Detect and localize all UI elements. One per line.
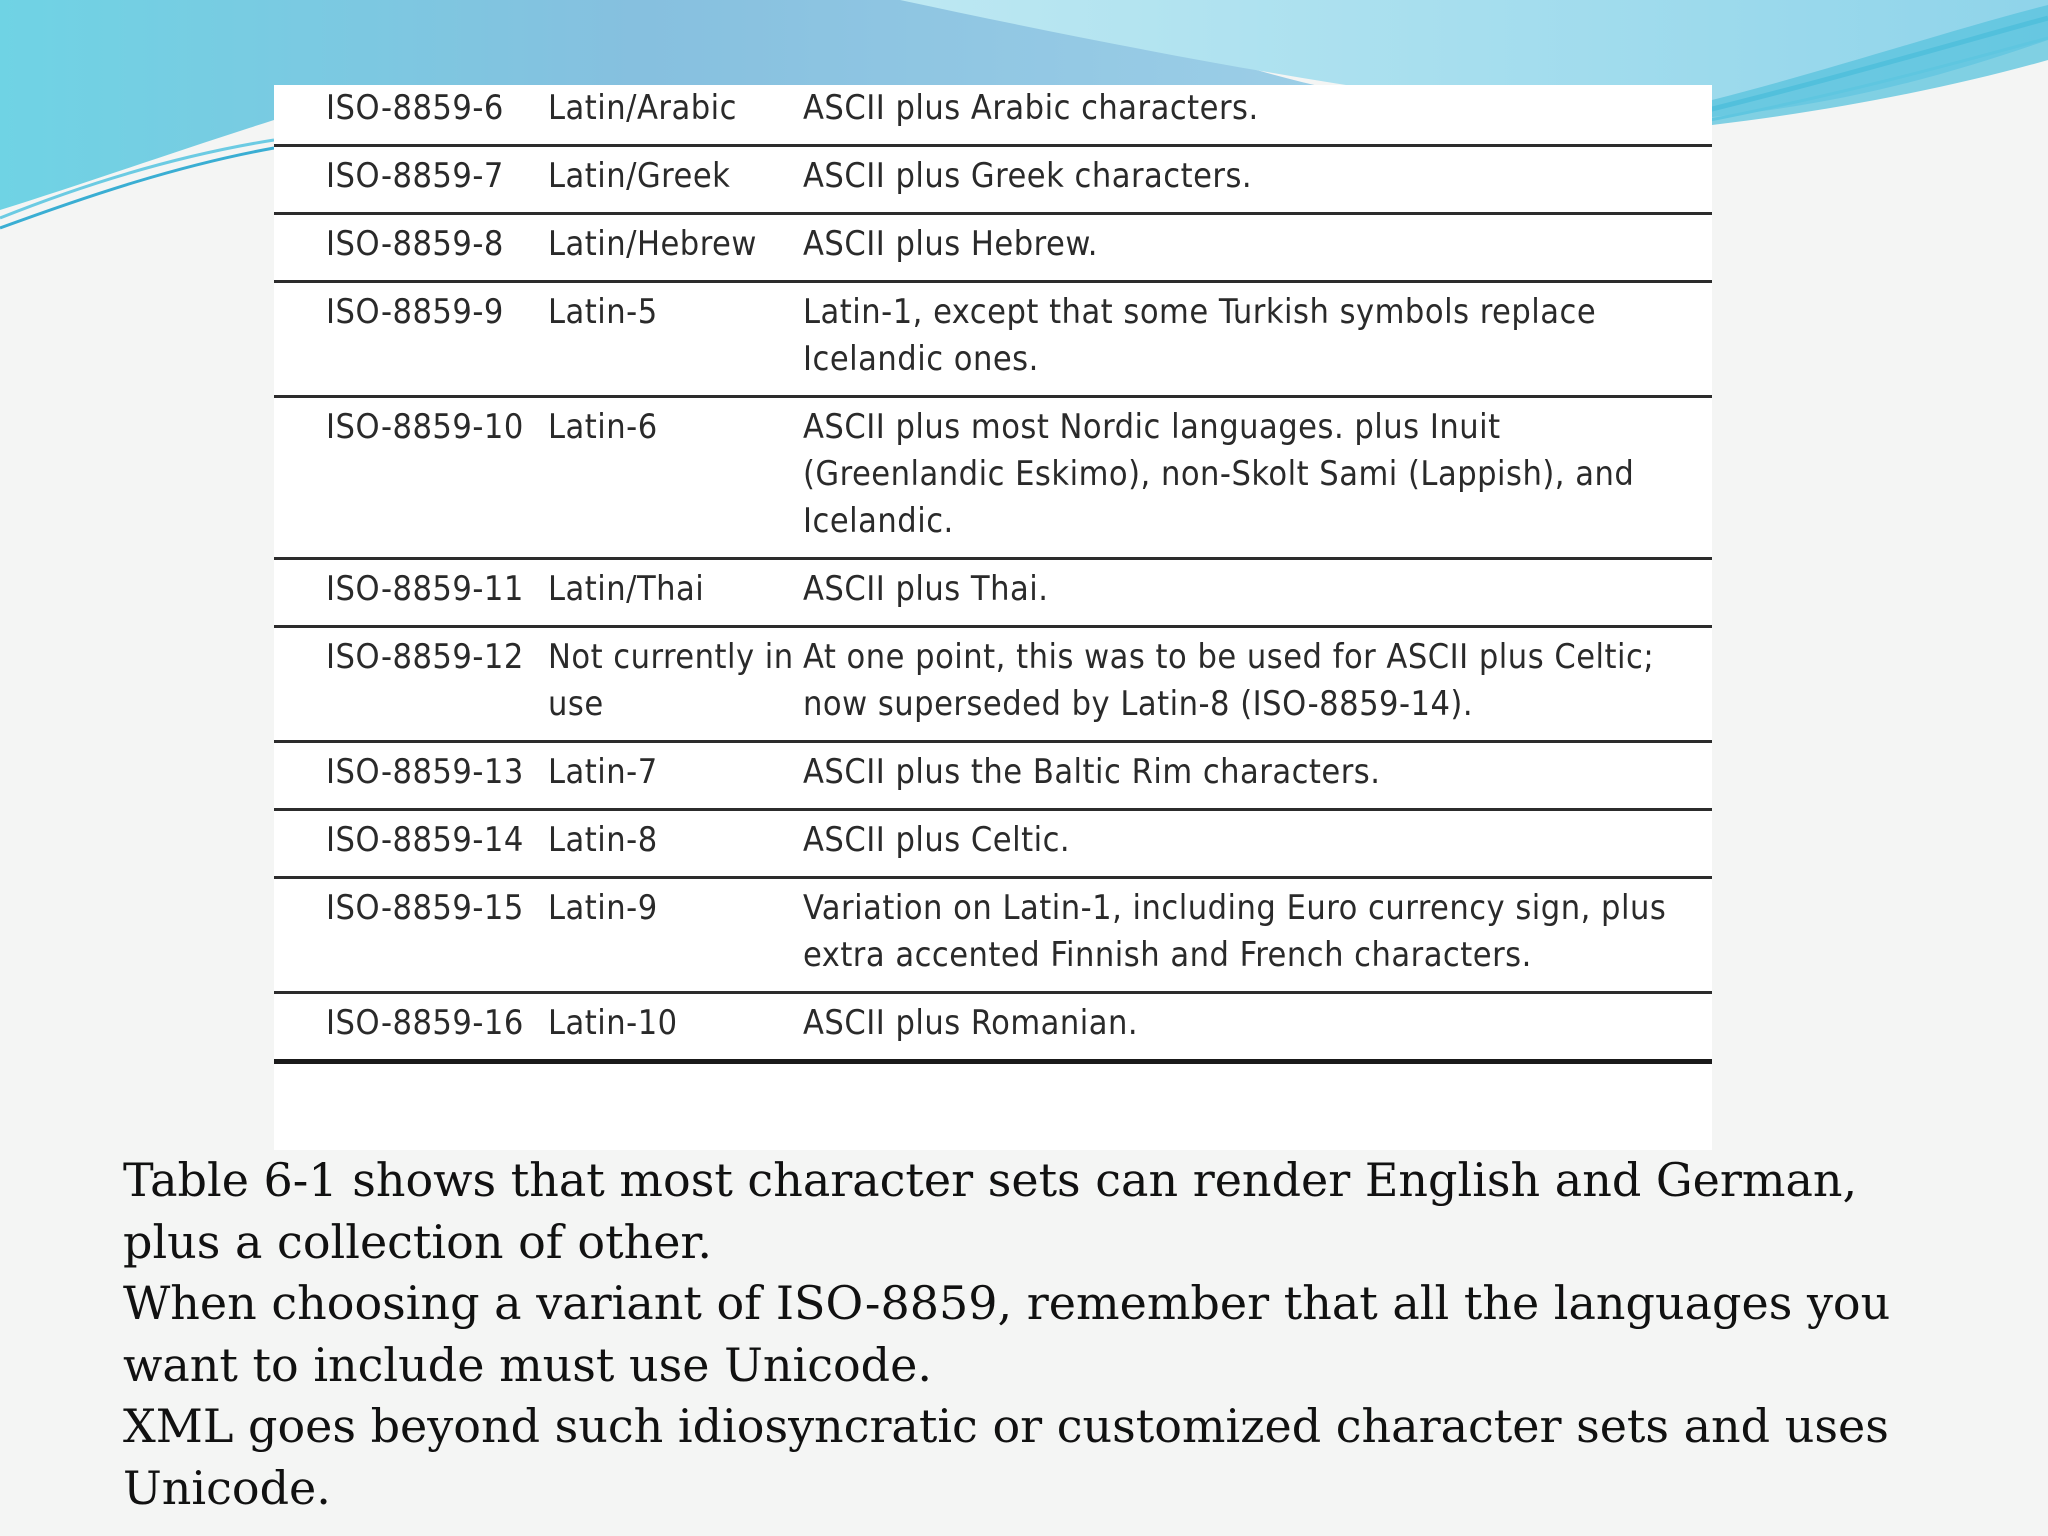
encoding-description: ASCII plus Greek characters. <box>803 156 1253 196</box>
body-paragraph: XML goes beyond such idiosyncratic or customized character sets and uses Unicode. <box>123 1399 1889 1515</box>
body-paragraph: Table 6-1 shows that most character sets can render English and German, plus a collection of other. <box>123 1153 1858 1269</box>
encoding-name: Latin-7 <box>548 752 658 792</box>
slide-body-text <box>123 1150 1953 1519</box>
encoding-description: At one point, this was to be used for ASCII plus Celtic; now superseded by Latin-8 (ISO-8859-14). <box>803 637 1655 724</box>
table-row <box>274 146 1712 214</box>
table-row <box>274 282 1712 397</box>
encoding-code: ISO-8859-13 <box>326 752 524 792</box>
table-row <box>274 559 1712 627</box>
encoding-name: Latin/Greek <box>548 156 731 196</box>
encoding-name: Latin-8 <box>548 820 658 860</box>
encoding-code: ISO-8859-6 <box>326 88 504 128</box>
encoding-code: ISO-8859-16 <box>326 1003 524 1043</box>
encoding-description: ASCII plus the Baltic Rim characters. <box>803 752 1381 792</box>
table-row <box>274 397 1712 559</box>
encoding-description: ASCII plus Arabic characters. <box>803 88 1259 128</box>
encoding-name: Latin-9 <box>548 888 658 928</box>
encoding-code: ISO-8859-8 <box>326 224 504 264</box>
encoding-code: ISO-8859-9 <box>326 292 504 332</box>
table-row <box>274 810 1712 878</box>
encoding-description: ASCII plus most Nordic languages. plus Inuit (Greenlandic Eskimo), non-Skolt Sami (Lappish), and Icelandic. <box>803 407 1635 541</box>
table-row <box>274 742 1712 810</box>
encoding-code: ISO-8859-11 <box>326 569 524 609</box>
encoding-code: ISO-8859-7 <box>326 156 504 196</box>
table-row <box>274 214 1712 282</box>
encoding-name: Latin-5 <box>548 292 658 332</box>
encoding-description: ASCII plus Thai. <box>803 569 1049 609</box>
encoding-name: Latin-6 <box>548 407 658 447</box>
iso-8859-table-image <box>274 85 1712 1150</box>
encoding-code: ISO-8859-12 <box>326 637 524 677</box>
encoding-name: Latin/Thai <box>548 569 705 609</box>
iso-8859-table <box>274 85 1712 1064</box>
encoding-description: Latin-1, except that some Turkish symbols replace Icelandic ones. <box>803 292 1597 379</box>
encoding-name: Not currently in use <box>548 637 794 724</box>
encoding-name: Latin/Hebrew <box>548 224 757 264</box>
encoding-description: ASCII plus Celtic. <box>803 820 1071 860</box>
table-row <box>274 627 1712 742</box>
table-row <box>274 878 1712 993</box>
encoding-description: Variation on Latin-1, including Euro currency sign, plus extra accented Finnish and French characters. <box>803 888 1667 975</box>
table-row <box>274 993 1712 1062</box>
encoding-name: Latin/Arabic <box>548 88 737 128</box>
encoding-code: ISO-8859-15 <box>326 888 524 928</box>
table-row <box>274 85 1712 146</box>
encoding-code: ISO-8859-14 <box>326 820 524 860</box>
encoding-name: Latin-10 <box>548 1003 678 1043</box>
body-paragraph: When choosing a variant of ISO-8859, remember that all the languages you want to include must use Unicode. <box>123 1276 1891 1392</box>
encoding-description: ASCII plus Romanian. <box>803 1003 1139 1043</box>
encoding-code: ISO-8859-10 <box>326 407 524 447</box>
encoding-description: ASCII plus Hebrew. <box>803 224 1098 264</box>
